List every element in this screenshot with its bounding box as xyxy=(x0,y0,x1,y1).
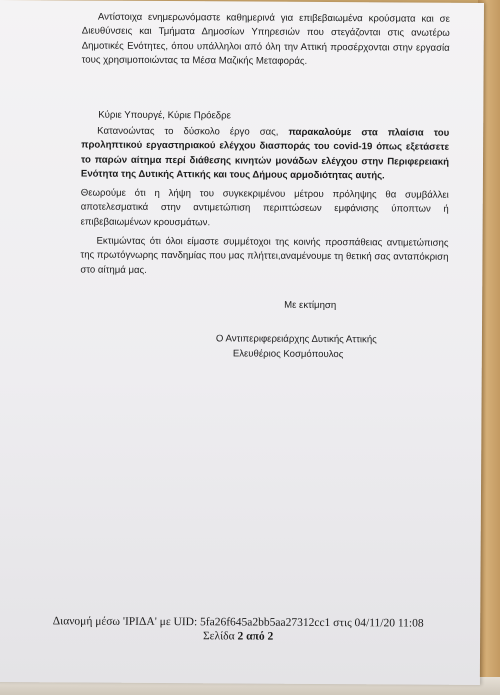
request-intro: Κατανοώντας το δύσκολο έργο σας, xyxy=(97,125,289,138)
signer-name: Ελευθέριος Κοσμόπουλος xyxy=(232,348,344,361)
paragraph-daily-cases: Αντίστοιχα ενημερωνόμαστε καθημερινά για επιβεβαιωμένα κρούσματα και σε Διευθύνσεις και Τμήματα Δημοσίων Υπηρεσιών που στεγάζονται στις ανωτέρω Δημοτικές Ενότητες, όπου υπάλληλοι από όλη την Αττική προσέρχονται στην εργασία τους χρησιμοποιώντας τα Μέσα Μαζικής Μεταφοράς. xyxy=(81,11,450,68)
signer-title: Ο Αντιπεριφερειάρχης Δυτικής Αττικής xyxy=(215,333,377,346)
page-total: 2 xyxy=(267,630,274,643)
paragraph-request xyxy=(81,124,449,184)
paragraph-closing-remarks: Εκτιμώντας ότι όλοι είμαστε συμμέτοχοι της κοινής προσπάθειας αντιμετώπισης της πρωτόγνωρης πανδημίας που μας πλήττει,αναμένουμε τη θετική σας ανταπόκριση στο αίτημά μας. xyxy=(80,235,449,276)
salutation: Κύριε Υπουργέ, Κύριε Πρόεδρε xyxy=(98,109,231,122)
closing-regards: Με εκτίμηση xyxy=(284,299,337,312)
page-prefix: Σελίδα xyxy=(202,630,238,643)
request-bold-text: παρακαλούμε στα πλαίσια του προληπτικού εργαστηριακού ελέγχου διασποράς του covid-19 όπως εξετάσετε το παρών αίτημα περί διάθεσης κινητών μονάδων ελέγχου στην Περιφερειακή Ενότητα της Δυτικής Αττικής και τους Δήμους αρμοδιότητας αυτής. xyxy=(80,126,450,182)
distribution-footer: Διανομή μέσω 'ΙΡΙΔΑ' με UID: 5fa26f645a2bb5aa27312cc1 στις 04/11/20 11:08 xyxy=(52,615,424,630)
paragraph-prevention: Θεωρούμε ότι η λήψη του συγκεκριμένου μέτρου πρόληψης θα συμβάλλει αποτελεσματικά στην αντιμετώπιση περιπτώσεων εμφάνισης ύποπτων ή επιβεβαιωμένων κρουσμάτων. xyxy=(80,187,449,229)
page-current: 2 xyxy=(237,630,244,643)
page-middle: από xyxy=(243,630,268,643)
page-number xyxy=(46,628,430,644)
